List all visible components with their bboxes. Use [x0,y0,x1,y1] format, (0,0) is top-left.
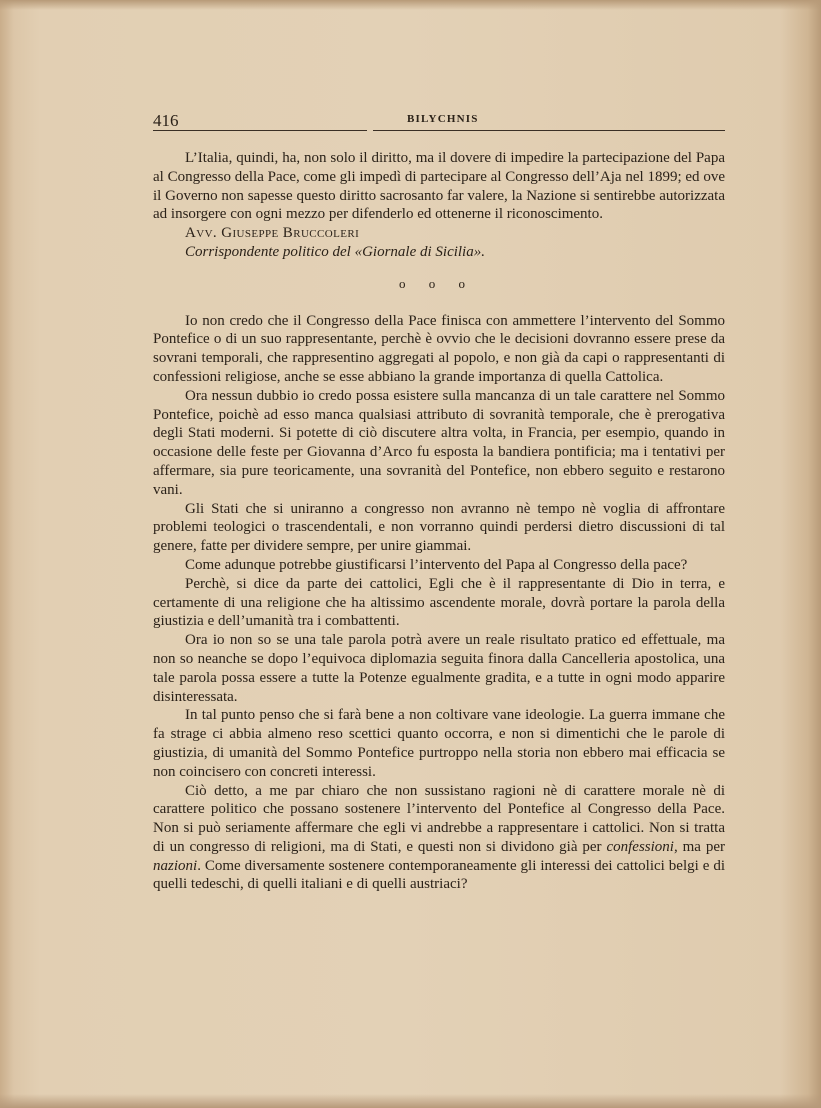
paragraph: Gli Stati che si uniranno a congresso non avranno nè tempo nè voglia di affrontare problemi teologici o trascendentali, e non vorranno quindi perdersi dietro discussioni di tal genere, fatte per dividere sempre, per unire giammai. [153,500,725,555]
paragraph: Io non credo che il Congresso della Pace finisca con ammettere l’intervento del Sommo Pontefice o di un suo rappresentante, perchè è ovvio che le decisioni dovranno essere prese da sovrani temporali, che rappresentino aggregati al popolo, e non già da capi o rappresentanti di confessioni religiose, anche se esse abbiano la grande importanza di quella Cattolica. [153,312,725,385]
paragraph-text: . Come diversamente sostenere contemporaneamente gli interessi dei cattolici belgi e di quelli tedeschi, di quelli italiani e di quelli austriaci? [153,857,725,893]
paragraph: Come adunque potrebbe giustificarsi l’intervento del Papa al Congresso della pace? [185,556,688,573]
paragraph-italia: L’Italia, quindi, ha, non solo il diritto, ma il dovere di impedire la partecipazione del Papa al Congresso della Pace, come gli impedì di partecipare al Congresso dell’Aja nel 1899; ed ove il Governo non sapesse questo diritto sacrosanto far valere, la Nazione si sentirebbe autorizzata ad insorgere con ogni mezzo per difenderlo ed ottenerne il riconoscimento. [153,150,725,223]
header-rule-right [373,130,725,131]
signature-name: Avv. Giuseppe Bruccoleri [185,225,360,242]
paragraph-text: Ciò detto, a me par chiaro che non sussistano ragioni nè di carattere morale nè di carattere politico che possano sostenere l’intervento del Pontefice al Congresso della Pace. Non si può seriamente affermare che egli vi andrebbe a rappresentare i cattolici. Non si tratta di un congresso di religioni, ma di Stati, e questi non si dividono già per [153,782,725,855]
paragraph: Perchè, si dice da parte dei cattolici, Egli che è il rappresentante di Dio in terra, e certamente di una religione che ha altissimo ascendente morale, dovrà portare la parola della giustizia e dell’umanità tra i combattenti. [153,575,725,630]
section-separator: o o o [399,275,475,291]
paragraph: Ora io non so se una tale parola potrà avere un reale risultato pratico ed effettuale, ma non so neanche se dopo l’equivoca diplomazia seguita finora dalla Cancelleria apostolica, una tale parola possa essere a tutte la Potenze egualmente gradita, e a tutte in ogni modo apparire disinteressata. [153,632,725,705]
page-number: 416 [153,111,179,130]
paragraph-text: , ma per [673,838,725,855]
paragraph: In tal punto penso che si farà bene a non coltivare vane ideologie. La guerra immane che fa strage ci abbia almeno reso scettici quanto occorra, e non si dimentichi che le parole di giustizia, di umanità del Sommo Pontefice purtroppo nella storia non ebbero mai efficacia se non coincisero con concreti interessi. [153,707,725,780]
page-header [153,111,725,133]
signature-title: Corrispondente politico del «Giornale di Sicilia». [185,243,485,260]
paragraph: Ora nessun dubbio io credo possa esistere sulla mancanza di un tale carattere nel Sommo Pontefice, poichè ad esso manca qualsiasi attributo di sovranità temporale, che è prerogativa degli Stati moderni. Si potette di ciò discutere altra volta, in Francia, per esempio, quando in occasione delle feste per Giovanna d’Arco fu esposta la bandiera pontificia; ma i tentativi per affermare, sia pure teoricamente, una sovranità del Pontefice, non ebbero seguito e restarono vani. [153,387,725,498]
header-rule-left [153,130,367,131]
paragraph-final [153,782,725,895]
emphasis-confessioni: confessioni [606,838,674,855]
emphasis-nazioni: nazioni [153,857,198,874]
article-body [153,149,725,894]
running-head: BILYCHNIS [407,113,479,125]
